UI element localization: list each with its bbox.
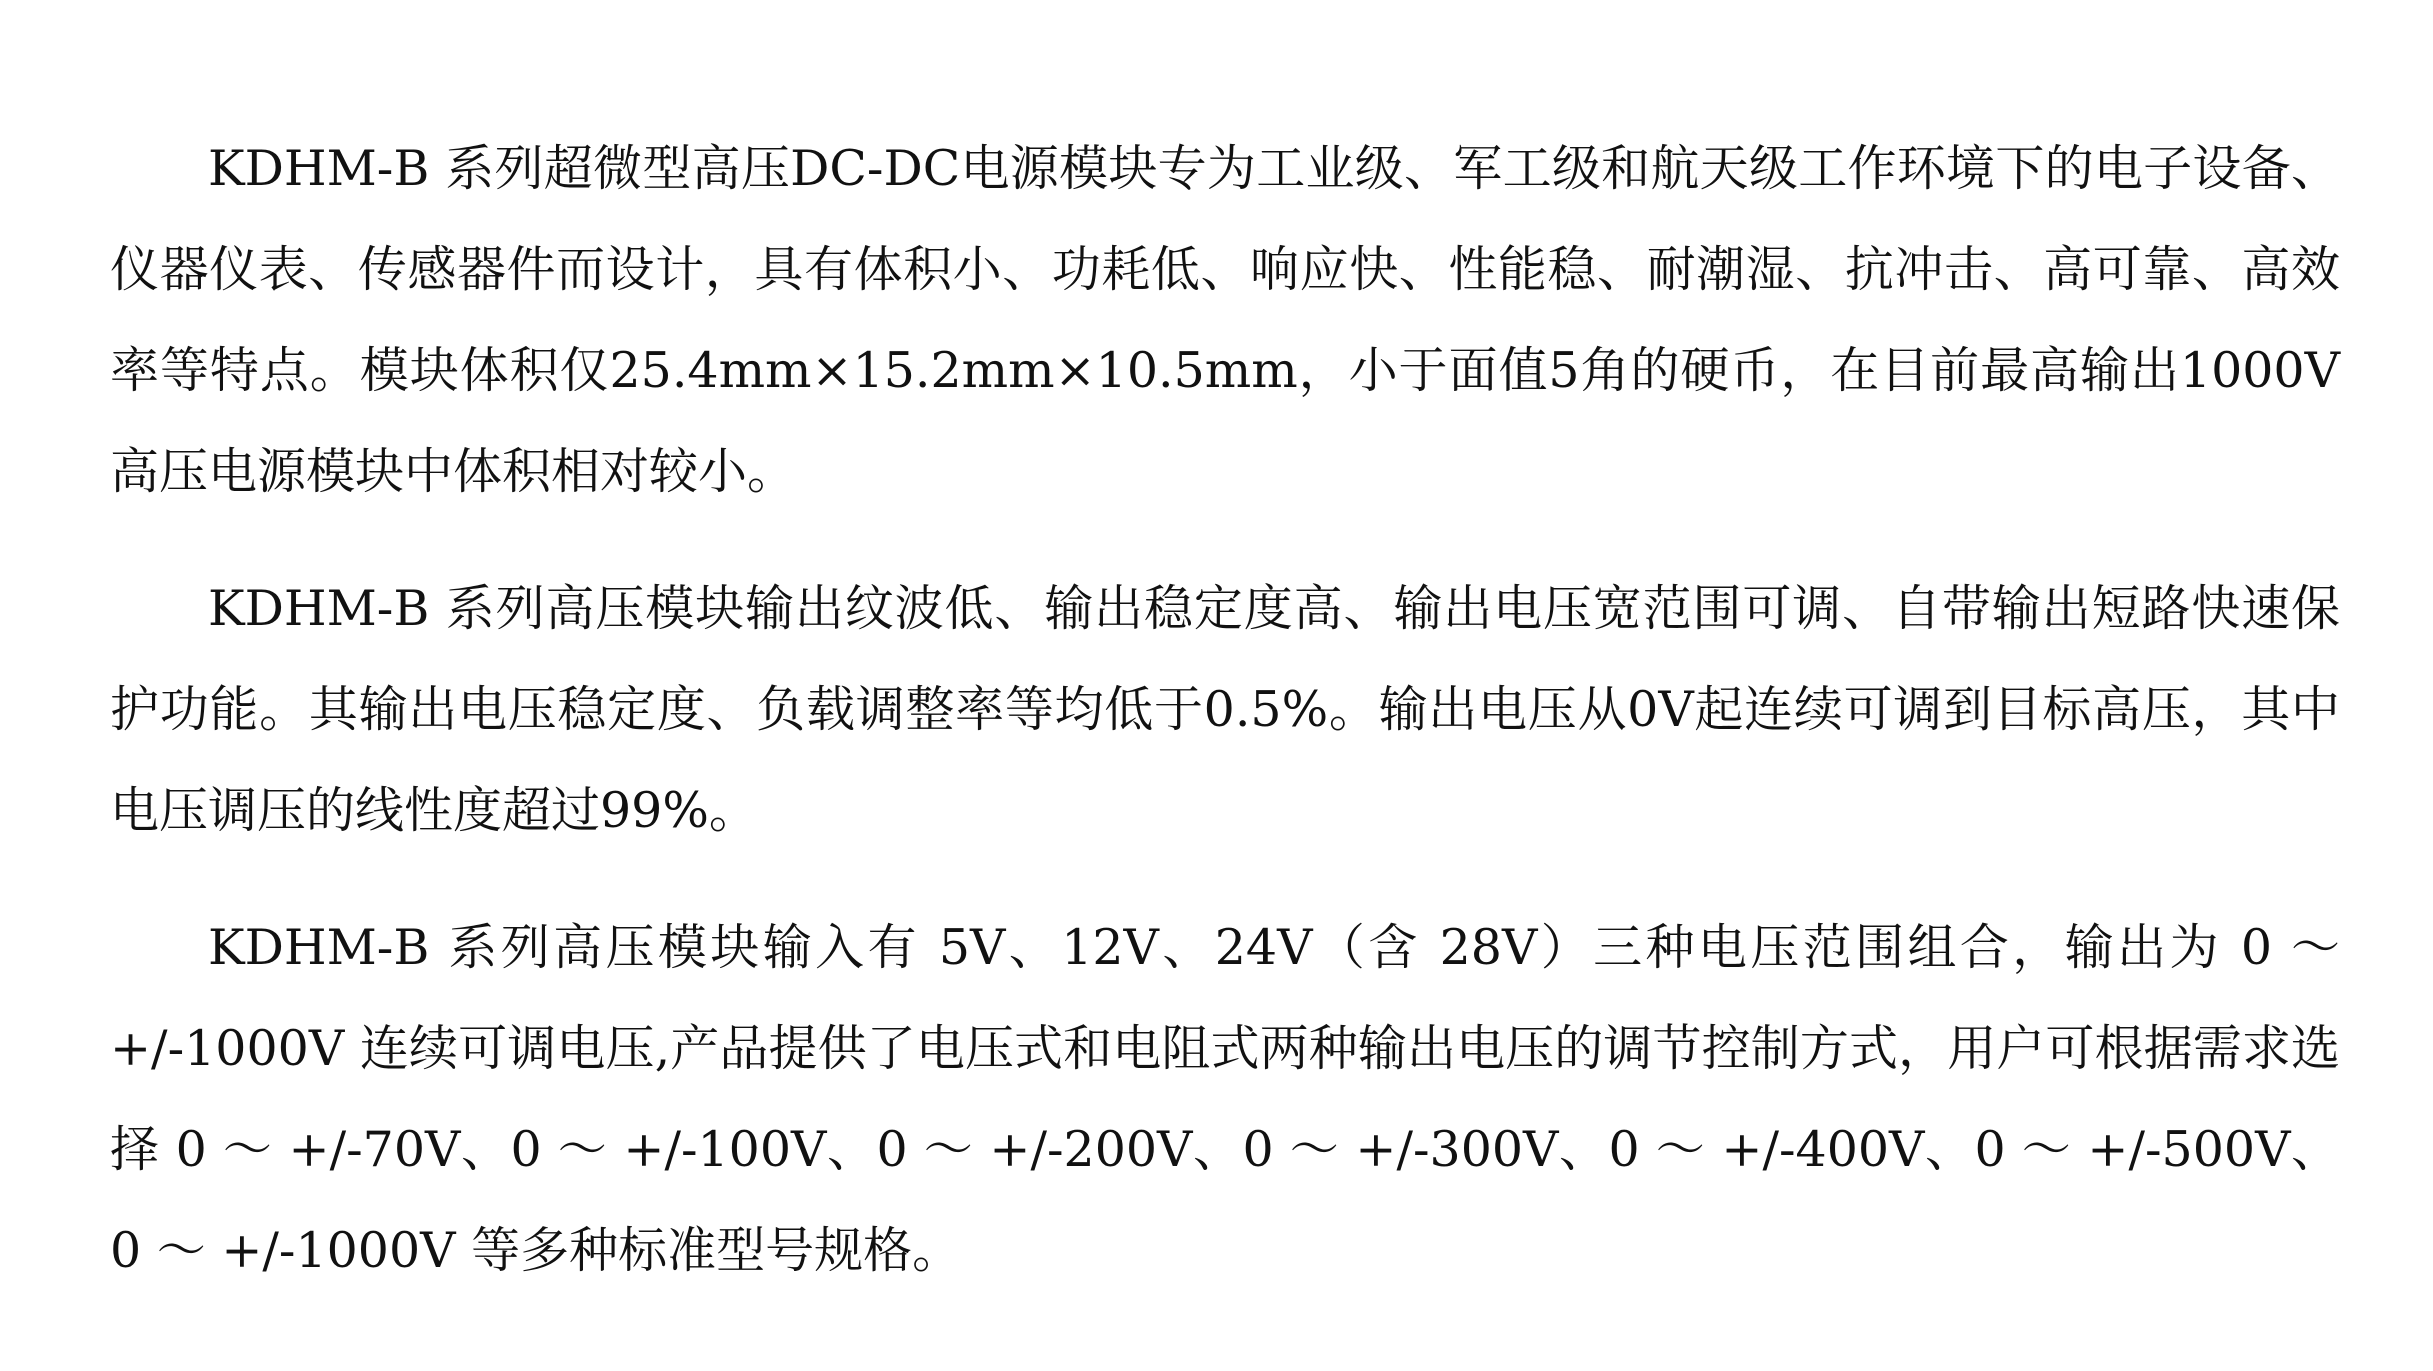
paragraph-intro: KDHM-B 系列超微型高压DC-DC电源模块专为工业级、军工级和航天级工作环境下的电子设备、仪器仪表、传感器件而设计，具有体积小、功耗低、响应快、性能稳、耐潮湿、抗冲击、高可靠、高效率等特点。模块体积仅25.4mm×15.2mm×10.5mm，小于面值5角的硬币，在目前最高输出1000V高压电源模块中体积相对较小。 bbox=[110, 140, 2340, 500]
paragraph-output-performance: KDHM-B 系列高压模块输出纹波低、输出稳定度高、输出电压宽范围可调、自带输出短路快速保护功能。其输出电压稳定度、负载调整率等均低于0.5%。输出电压从0V起连续可调到目标高压，其中电压调压的线性度超过99%。 bbox=[110, 580, 2340, 839]
paragraph-input-output-specs: KDHM-B 系列高压模块输入有 5V、12V、24V（含 28V）三种电压范围组合，输出为 0 ～ +/-1000V 连续可调电压,产品提供了电压式和电阻式两种输出电压的调节控制方式，用户可根据需求选择 0 ～ +/-70V、0 ～ +/-100V、0 ～ +/-200V、0 ～ +/-300V、0 ～ +/-400V、0 ～ +/-500V、0 ～ +/-1000V 等多种标准型号规格。 bbox=[110, 919, 2340, 1279]
document-body bbox=[110, 118, 2340, 1301]
